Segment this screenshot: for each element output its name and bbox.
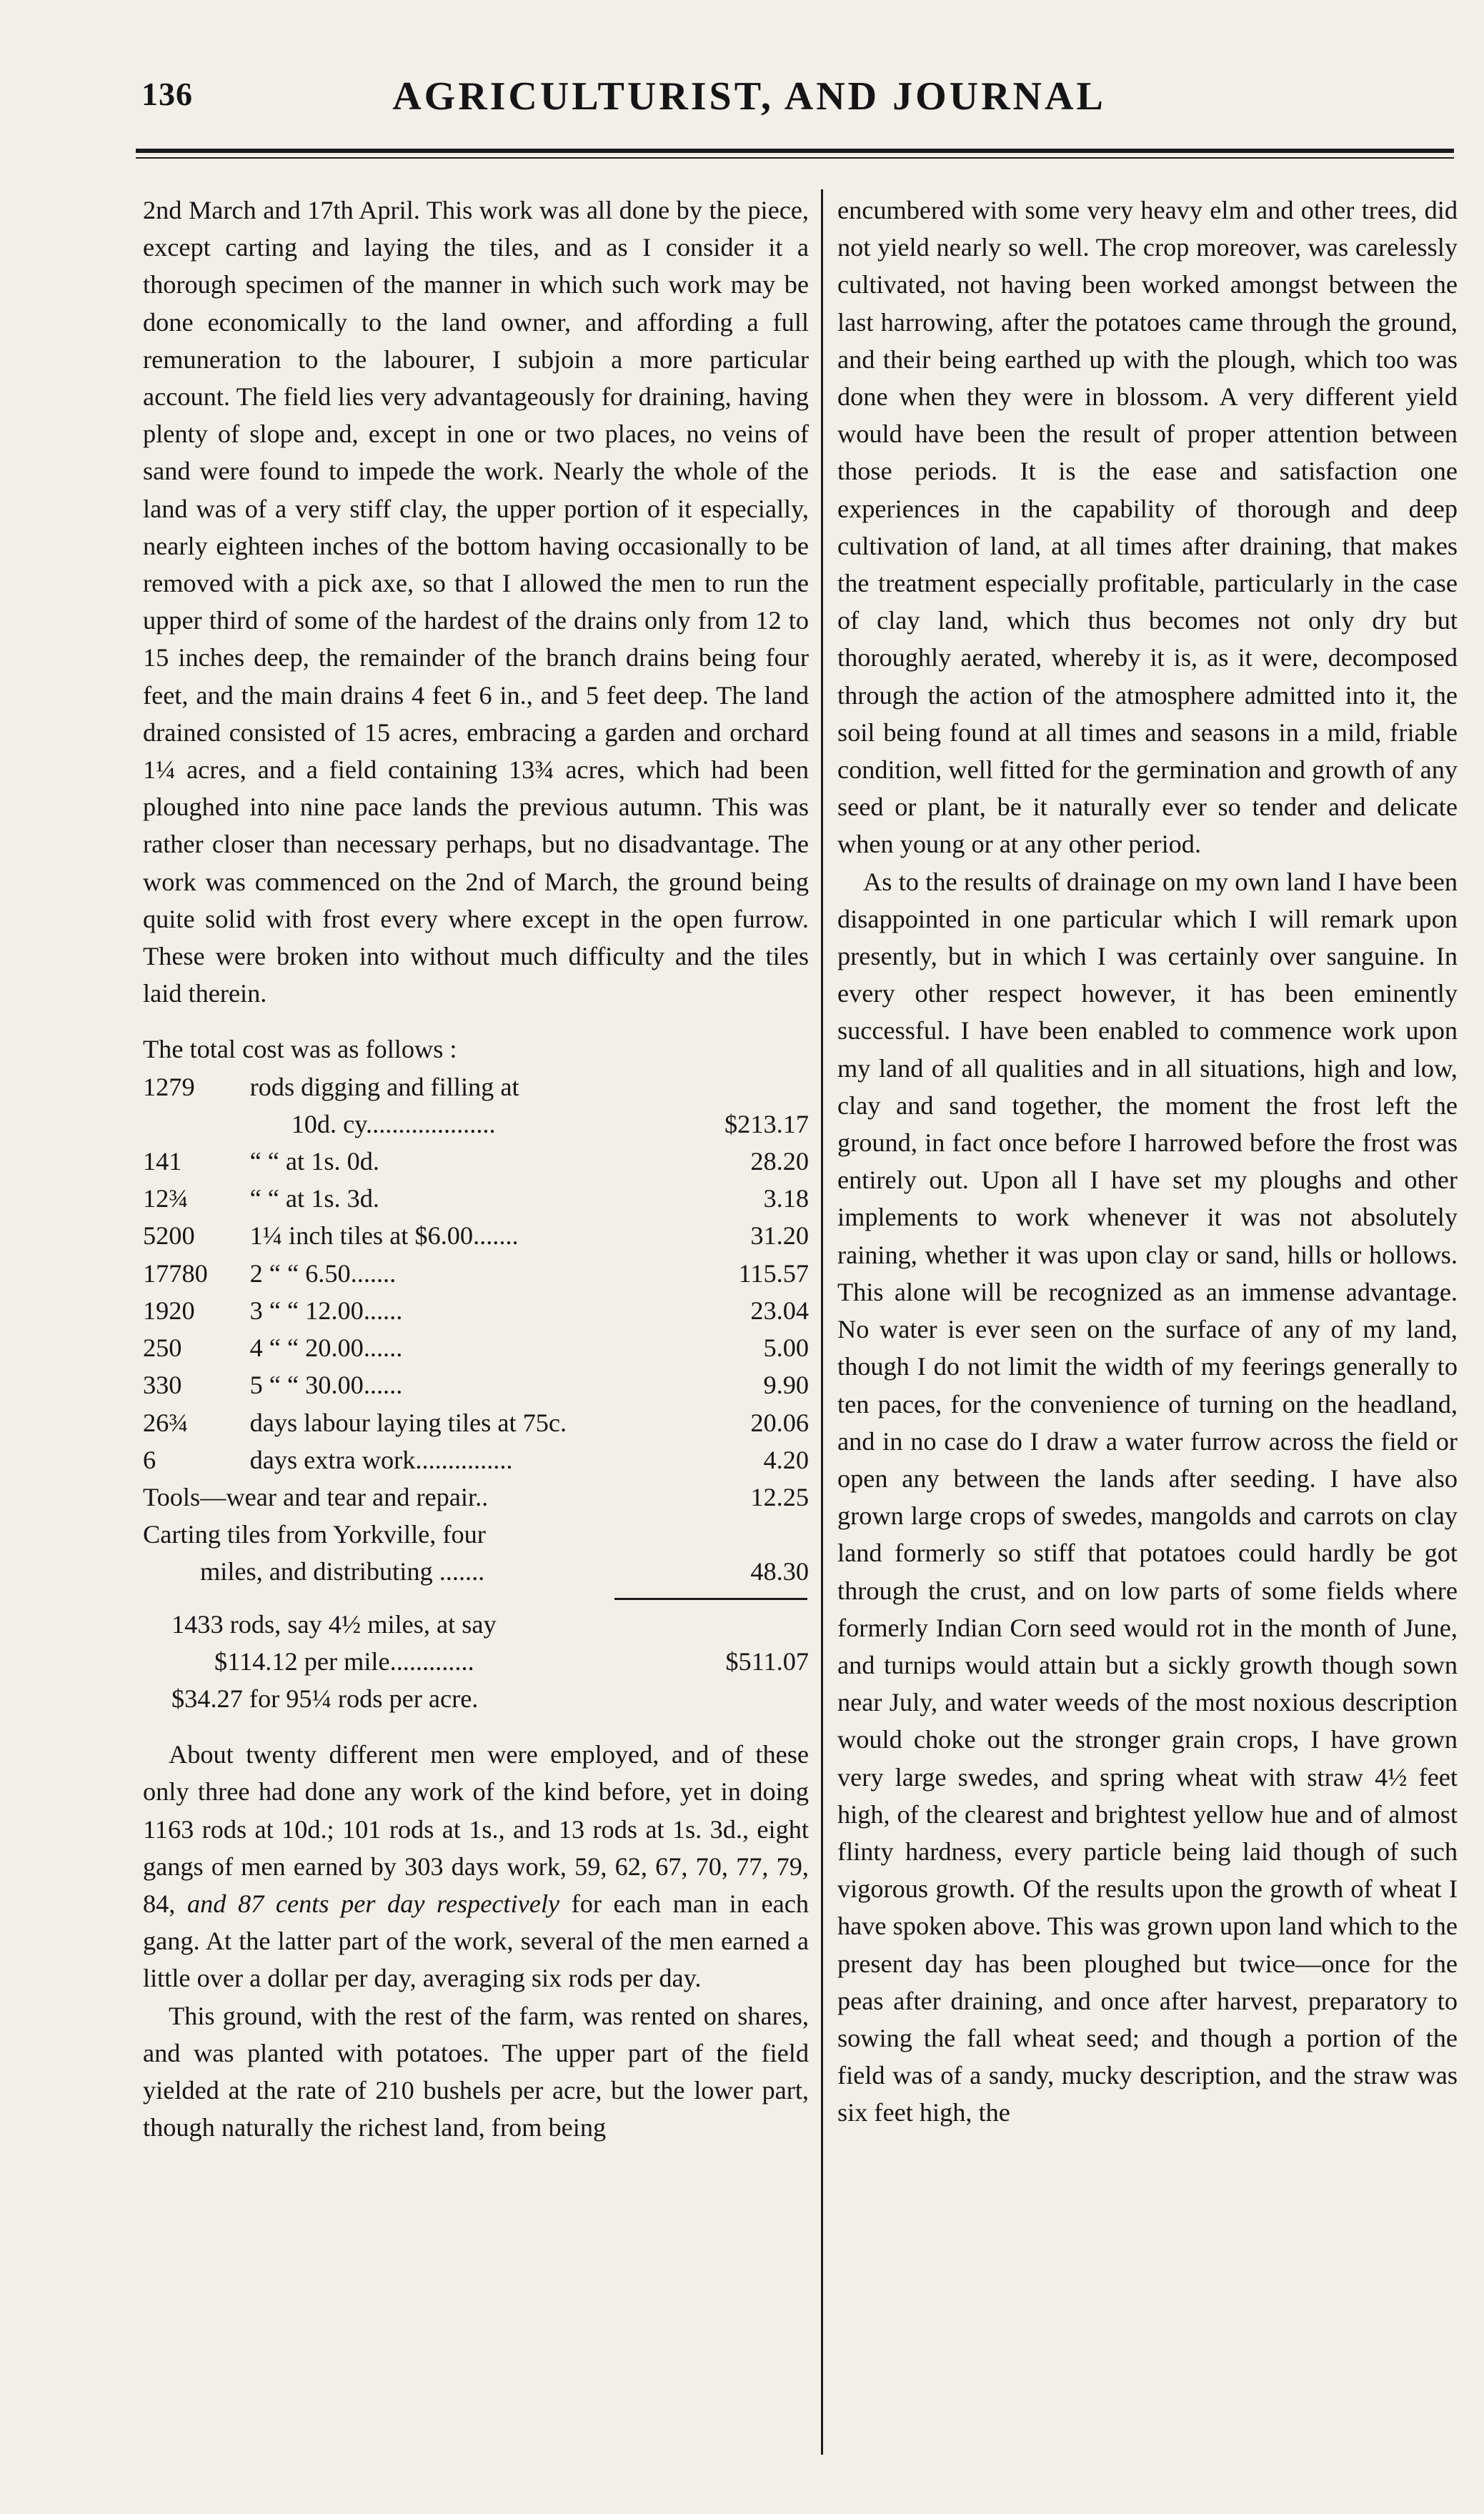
table-row (143, 1366, 809, 1403)
cost-qty: 250 (143, 1333, 182, 1363)
cost-amount: 3.18 (763, 1184, 809, 1213)
table-row (143, 1441, 809, 1479)
cost-qty (143, 1106, 234, 1143)
table-row (143, 1255, 809, 1292)
cost-item: “ “ at 1s. 0d. (249, 1147, 379, 1176)
cost-qty: 12¾ (143, 1184, 189, 1213)
spacer (143, 1012, 809, 1030)
table-row (143, 1516, 809, 1553)
cost-amount: 115.57 (738, 1258, 809, 1288)
summary-line-3: $34.27 for 95¼ rods per acre. (171, 1684, 479, 1713)
cost-amount: 12.25 (750, 1482, 809, 1511)
table-row (143, 1292, 809, 1329)
cost-qty: 6 (143, 1445, 156, 1474)
left-paragraph-2-end: for each man in each gang. At the latter part of the work, several of the men earned a little over a dollar per day, averaging six rods per day. (143, 1889, 809, 1993)
cost-item: 3 “ “ 12.00...... (249, 1296, 403, 1325)
cost-table (143, 1068, 809, 1591)
cost-amount: 31.20 (750, 1221, 809, 1251)
cost-item: 2 “ “ 6.50....... (249, 1258, 397, 1288)
cost-item: “ “ at 1s. 3d. (249, 1184, 379, 1213)
cost-amount: 5.00 (763, 1333, 809, 1363)
cost-amount: $213.17 (724, 1109, 809, 1138)
cost-item: days labour laying tiles at 75c. (249, 1408, 567, 1437)
left-paragraph-2-start: About twenty different men were employed, and of these only three had done any work of the kind before, yet in doing 1163 rods at 10d.; 101 rods at 1s., and 13 rods at 1s. 3d., eight gangs of men earned by 303 days work, 59, 62, 67, 70, 77, 79, 84, (143, 1740, 809, 1918)
cost-item: Tools—wear and tear and repair.. (143, 1482, 489, 1511)
table-row (143, 1068, 809, 1106)
cost-qty: 141 (143, 1147, 182, 1176)
cost-amount: 20.06 (750, 1408, 809, 1437)
cost-amount: 48.30 (750, 1557, 809, 1586)
cost-amount: 23.04 (750, 1296, 809, 1325)
left-column (143, 192, 809, 2146)
cost-amount: 28.20 (750, 1147, 809, 1176)
right-column (837, 192, 1458, 2132)
cost-summary (143, 1606, 809, 1718)
cost-item: miles, and distributing ....... (200, 1557, 485, 1586)
running-head (107, 68, 1391, 125)
cost-qty: 1920 (143, 1296, 195, 1325)
summary-total: $511.07 (725, 1646, 809, 1676)
cost-item: 4 “ “ 20.00...... (249, 1333, 403, 1363)
cost-table-title: The total cost was as follows : (143, 1035, 457, 1064)
cost-amount: 9.90 (763, 1371, 809, 1400)
cost-item: rods digging and filling at (249, 1072, 519, 1101)
header-rule-thick (136, 149, 1454, 153)
table-row (143, 1329, 809, 1366)
table-row (143, 1143, 809, 1180)
cost-qty: 17780 (143, 1258, 208, 1288)
table-row (143, 1217, 809, 1254)
cost-item: 5 “ “ 30.00...... (249, 1371, 403, 1400)
summary-line-1: 1433 rods, say 4½ miles, at say (171, 1609, 497, 1639)
left-paragraph-2-italic: and 87 cents per day respectively (186, 1889, 560, 1918)
cost-item: 10d. cy.................... (291, 1109, 496, 1138)
journal-title: AGRICULTURIST, AND JOURNAL (392, 74, 1106, 119)
table-row (143, 1106, 809, 1143)
cost-amount (702, 1068, 809, 1106)
left-paragraph-1: 2nd March and 17th April. This work was all done by the piece, except carting and laying the tiles, and as I consider it a thorough specimen of the manner in which such work may be done economically to the land owner, and affording a full remuneration to the labourer, I subjoin a more particular account. The field lies very advantageously for draining, having plenty of slope and, except in one or two places, no veins of sand were found to impede the work. Nearly the whole of the land was of a very stiff clay, the upper portion of it especially, nearly eighteen inches of the bottom having occasionally to be removed with a pick axe, so that I allowed the men to run the upper third of some of the hardest of the drains only from 12 to 15 inches deep, the remainder of the branch drains being four feet, and the main drains 4 feet 6 in., and 5 feet deep. The land drained consisted of 15 acres, embracing a garden and orchard 1¼ acres, and a field containing 13¾ acres, which had been ploughed into nine pace lands the previous autumn. This was rather closer than necessary perhaps, but no disadvantage. The work was commenced on the 2nd of March, the ground being quite solid with frost every where except in the open furrow. These were broken into without much difficulty and the tiles laid therein. (143, 196, 809, 1008)
summary-line-2 (143, 1643, 809, 1680)
cost-qty: 1279 (143, 1072, 195, 1101)
table-row (143, 1553, 809, 1590)
left-paragraph-2 (143, 1736, 809, 1997)
right-paragraph-1: encumbered with some very heavy elm and other trees, did not yield nearly so well. The crop moreover, was carelessly cultivated, not having been worked amongst between the last harrowing, after the potatoes came through the ground, and their being earthed up with the plough, which too was done when they were in blossom. A very different yield would have been the result of proper attention between those periods. It is the ease and satisfaction one experiences in the capability of thorough and deep cultivation of land, at all times after draining, that makes the treatment especially profitable, particularly in the case of clay land, which thus becomes not only dry but thoroughly aerated, whereby it is, as it were, decomposed through the action of the atmosphere admitted into it, the soil being found at all times and seasons in a mild, friable condition, well fitted for the germination and growth of any seed or plant, be it naturally ever so tender and delicate when young or at any other period. (837, 196, 1458, 859)
table-row (143, 1180, 809, 1217)
summary-line-2-text: $114.12 per mile............. (214, 1646, 474, 1676)
cost-qty: 330 (143, 1371, 182, 1400)
table-row (143, 1404, 809, 1441)
cost-item: days extra work............... (249, 1445, 513, 1474)
left-paragraph-3: This ground, with the rest of the farm, was rented on shares, and was planted with potatoes. The upper part of the field yielded at the rate of 210 bushels per acre, but the lower part, though naturally the richest land, from being (143, 2001, 809, 2142)
page-number: 136 (141, 76, 193, 112)
column-divider (821, 189, 823, 2455)
cost-amount: 4.20 (763, 1445, 809, 1474)
table-row (143, 1479, 809, 1516)
sum-rule (614, 1598, 807, 1600)
right-paragraph-2: As to the results of drainage on my own land I have been disappointed in one particular which I will remark upon presently, but in which I was certainly over sanguine. In every other respect however, it has been eminently successful. I have been enabled to commence work upon my land of all qualities and in all situations, high and low, clay and sand together, the moment the frost left the ground, in fact once before I harrowed before the frost was entirely out. Upon all I have set my ploughs and other implements to work whenever it was not absolutely raining, whether it was upon clay or sand, hills or hollows. This alone will be recognized as an immense advantage. No water is ever seen on the surface of any of my land, though I do not limit the width of my feerings generally to ten paces, for the convenience of turning on the headland, and in no case do I draw a water furrow across the field or open any between the lands after seeding. I have also grown large crops of swedes, mangolds and carrots on clay land formerly so stiff that potatoes could hardly be got through the crust, and on low parts of some fields where formerly Indian Corn seed would rot in the month of June, and turnips would attain but a sickly growth though sown near July, and water weeds of the most noxious description would choke out the stronger grain crops, I have grown very large swedes, and spring wheat with straw 4½ feet high, of the clearest and brightest yellow hue and of almost flinty hardness, every particle being laid though of such vigorous growth. Of the results upon the growth of wheat I have spoken above. This was grown upon land which to the present day has been ploughed but twice—once for the peas after draining, and once after harvest, preparatory to sowing the fall wheat seed; and though a portion of the field was of a sandy, mucky description, and the straw was six feet high, the (837, 867, 1458, 2127)
cost-item: 1¼ inch tiles at $6.00....... (249, 1221, 519, 1251)
cost-item: Carting tiles from Yorkville, four (143, 1520, 486, 1549)
cost-qty: 26¾ (143, 1408, 189, 1437)
spacer (143, 1717, 809, 1736)
cost-amount (702, 1516, 809, 1553)
header-rule-thin (136, 157, 1454, 159)
cost-qty: 5200 (143, 1221, 195, 1251)
